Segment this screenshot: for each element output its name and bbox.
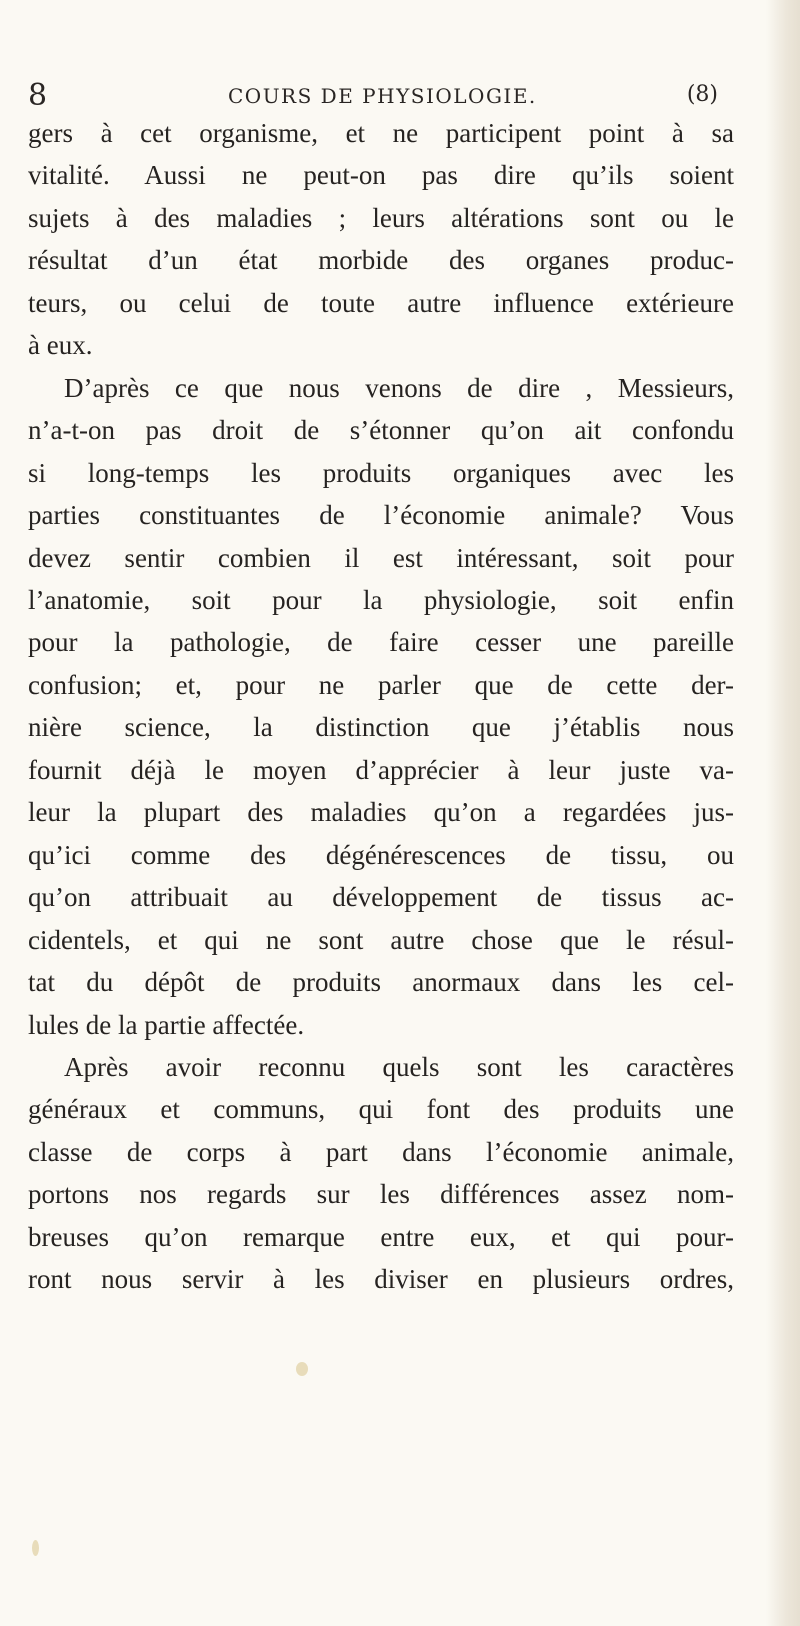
- page-header: [28, 78, 718, 114]
- text-line: breuses qu’on remarque entre eux, et qui pour-: [28, 1221, 734, 1252]
- text-line: classe de corps à part dans l’économie animale,: [28, 1136, 734, 1167]
- section-number: (8): [686, 82, 718, 107]
- text-line: vitalité. Aussi ne peut-on pas dire qu’ils soient: [28, 160, 734, 191]
- text-line: généraux et communs, qui font des produits une: [28, 1094, 734, 1125]
- text-line: nière science, la distinction que j’établis nous: [28, 712, 734, 743]
- text-line: pour la pathologie, de faire cesser une pareille: [28, 627, 734, 658]
- body-text: [28, 112, 734, 1301]
- text-line: l’anatomie, soit pour la physiologie, soit enfin: [28, 584, 734, 615]
- page-edge-shadow: [766, 0, 800, 1626]
- text-line: cidentels, et qui ne sont autre chose que le résul-: [28, 924, 734, 955]
- text-line: n’a-t-on pas droit de s’étonner qu’on ait confondu: [28, 415, 734, 446]
- page-number: 8: [28, 78, 48, 113]
- text-line: portons nos regards sur les différences assez nom-: [28, 1179, 734, 1210]
- paragraph-start-line: Après avoir reconnu quels sont les caractères: [64, 1051, 734, 1082]
- text-line: sujets à des maladies ; leurs altérations sont ou le: [28, 202, 734, 233]
- text-line: qu’on attribuait au développement de tissus ac-: [28, 882, 734, 913]
- text-line: tat du dépôt de produits anormaux dans les cel-: [28, 967, 734, 998]
- text-line: si long-temps les produits organiques avec les: [28, 457, 734, 488]
- running-head: COURS DE PHYSIOLOGIE.: [228, 84, 537, 108]
- text-line: teurs, ou celui de toute autre influence extérieure: [28, 287, 734, 318]
- text-line: parties constituantes de l’économie animale? Vous: [28, 500, 734, 531]
- paragraph-start-line: D’après ce que nous venons de dire , Messieurs,: [64, 372, 734, 403]
- paper-speck: [32, 1540, 39, 1556]
- text-line: ront nous servir à les diviser en plusieurs ordres,: [28, 1264, 734, 1295]
- text-line: résultat d’un état morbide des organes produc-: [28, 245, 734, 276]
- text-line: à eux.: [28, 330, 93, 361]
- text-line: gers à cet organisme, et ne participent point à sa: [28, 118, 734, 148]
- text-line: lules de la partie affectée.: [28, 1009, 305, 1040]
- text-line: fournit déjà le moyen d’apprécier à leur juste va-: [28, 754, 734, 785]
- paper-speck: [296, 1362, 308, 1376]
- text-line: leur la plupart des maladies qu’on a regardées jus-: [28, 797, 734, 828]
- text-line: devez sentir combien il est intéressant, soit pour: [28, 542, 734, 573]
- text-line: confusion; et, pour ne parler que de cette der-: [28, 669, 734, 700]
- text-line: qu’ici comme des dégénérescences de tissu, ou: [28, 839, 734, 870]
